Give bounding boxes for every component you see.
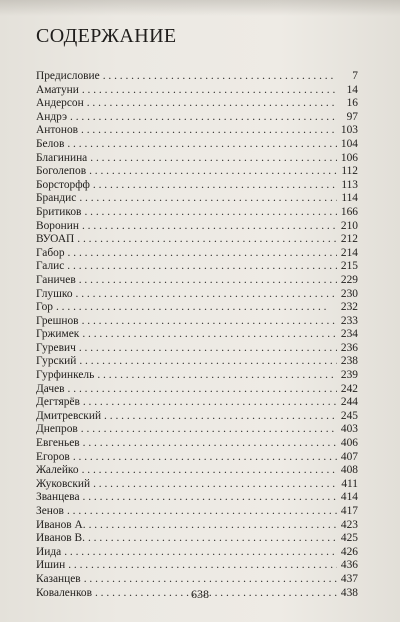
dot-leader xyxy=(73,451,337,465)
toc-entry xyxy=(36,532,358,546)
toc-entry xyxy=(36,84,358,98)
toc-entry-page: 16 xyxy=(346,97,358,110)
toc-entry-name: Зенов xyxy=(36,505,64,517)
toc-entry xyxy=(36,464,358,478)
dot-leader xyxy=(68,247,337,261)
toc-entry-page: 414 xyxy=(340,491,358,504)
toc-entry-page: 212 xyxy=(340,233,358,246)
dot-leader xyxy=(79,355,337,369)
toc-entry xyxy=(36,423,358,437)
contents-heading: СОДЕРЖАНИЕ xyxy=(36,25,177,47)
toc-entry-page: 423 xyxy=(340,518,358,531)
toc-entry-name: Иванов В. xyxy=(36,532,85,545)
dot-leader xyxy=(93,179,337,193)
toc-entry-page: 113 xyxy=(341,178,358,191)
toc-entry-name: Евгеньев xyxy=(36,437,80,450)
toc-entry xyxy=(36,369,358,383)
toc-entry-name: Днепров xyxy=(36,423,78,436)
toc-entry xyxy=(36,355,358,369)
dot-leader xyxy=(90,152,337,166)
toc-entry xyxy=(36,179,358,193)
dot-leader xyxy=(79,342,337,356)
toc-entry-page: 425 xyxy=(340,532,358,545)
toc-entry-page: 14 xyxy=(346,83,358,96)
toc-entry-page: 210 xyxy=(340,219,358,232)
dot-leader xyxy=(79,192,337,206)
dot-leader xyxy=(77,233,337,247)
toc-entry xyxy=(36,124,358,138)
dot-leader xyxy=(84,206,337,220)
toc-entry xyxy=(36,220,358,234)
dot-leader xyxy=(93,478,337,492)
dot-leader xyxy=(64,546,337,560)
toc-entry xyxy=(36,573,358,587)
toc-entry xyxy=(36,410,358,424)
table-of-contents xyxy=(36,70,358,600)
dot-leader xyxy=(70,111,337,125)
toc-entry xyxy=(36,559,358,573)
dot-leader xyxy=(56,301,337,315)
toc-entry-name: Дмитревский xyxy=(36,409,102,422)
toc-entry-page: 403 xyxy=(340,423,358,436)
dot-leader xyxy=(81,124,337,138)
toc-entry-name: Гурский xyxy=(36,355,77,368)
toc-entry-page: 230 xyxy=(340,287,358,300)
dot-leader xyxy=(89,519,337,533)
toc-entry-name: ВУОАП xyxy=(36,233,75,246)
dot-leader xyxy=(89,165,337,179)
toc-entry-name: Грешнов xyxy=(36,314,79,327)
toc-entry-name: Иванов А. xyxy=(36,518,86,531)
toc-entry-page: 436 xyxy=(340,559,358,572)
dot-leader xyxy=(82,84,337,98)
toc-entry xyxy=(36,396,358,410)
toc-entry-name: Гурфинкель xyxy=(36,369,95,382)
dot-leader xyxy=(82,328,337,342)
toc-entry-page: 426 xyxy=(340,545,358,558)
dot-leader xyxy=(76,288,337,302)
toc-entry xyxy=(36,247,358,261)
toc-entry-name: Бритиков xyxy=(36,205,82,218)
toc-entry-name: Коваленков xyxy=(36,586,92,599)
toc-entry xyxy=(36,491,358,505)
toc-entry xyxy=(36,70,358,84)
toc-entry-name: Глушко xyxy=(36,287,73,300)
toc-entry-name: Дегтярёв xyxy=(36,396,80,409)
toc-entry-page: 233 xyxy=(340,314,358,327)
toc-entry xyxy=(36,97,358,111)
toc-entry-page: 407 xyxy=(340,450,358,463)
toc-entry-name: Дачев xyxy=(36,382,65,395)
toc-entry-name: Благинина xyxy=(36,151,88,164)
toc-entry-name: Боголепов xyxy=(36,165,87,178)
toc-entry-page: 234 xyxy=(340,328,358,341)
toc-entry-page: 238 xyxy=(340,355,358,368)
toc-entry-name: Жалейко xyxy=(36,464,79,477)
dot-leader xyxy=(84,573,337,587)
toc-entry-name: Белов xyxy=(36,137,65,150)
dot-leader xyxy=(87,97,337,111)
toc-entry-name: Антонов xyxy=(36,124,79,137)
toc-entry xyxy=(36,328,358,342)
dot-leader xyxy=(97,369,337,383)
toc-entry xyxy=(36,233,358,247)
toc-entry xyxy=(36,505,358,519)
toc-entry xyxy=(36,260,358,274)
toc-entry xyxy=(36,437,358,451)
toc-entry xyxy=(36,165,358,179)
toc-entry-page: 417 xyxy=(340,505,358,517)
dot-leader xyxy=(83,396,337,410)
dot-leader xyxy=(68,559,337,573)
toc-entry-name: Жуковский xyxy=(36,477,91,490)
toc-entry-name: Андерсон xyxy=(36,97,84,110)
dot-leader xyxy=(67,505,337,519)
toc-entry-name: Аматуни xyxy=(36,83,79,96)
toc-entry xyxy=(36,152,358,166)
toc-entry-name: Предисловие xyxy=(36,70,100,82)
toc-entry-page: 232 xyxy=(340,301,358,314)
toc-entry-page: 408 xyxy=(340,464,358,477)
toc-entry xyxy=(36,138,358,152)
dot-leader xyxy=(67,260,337,274)
toc-entry xyxy=(36,519,358,533)
toc-entry-page: 245 xyxy=(340,409,358,422)
toc-entry-page: 214 xyxy=(340,246,358,259)
toc-entry xyxy=(36,111,358,125)
dot-leader xyxy=(104,410,337,424)
toc-entry-page: 411 xyxy=(341,477,358,490)
dot-leader xyxy=(103,70,337,84)
toc-entry-name: Галис xyxy=(36,260,65,273)
toc-entry-name: Габор xyxy=(36,246,65,259)
toc-entry-page: 236 xyxy=(340,341,358,354)
toc-entry-page: 438 xyxy=(340,586,358,599)
toc-entry-name: Ганичев xyxy=(36,273,76,286)
toc-entry-name: Андрэ xyxy=(36,110,67,123)
dot-leader xyxy=(81,423,337,437)
page-top-shadow xyxy=(0,0,400,16)
toc-entry xyxy=(36,451,358,465)
toc-entry-page: 97 xyxy=(346,110,358,123)
toc-entry-name: Воронин xyxy=(36,219,79,232)
toc-entry xyxy=(36,383,358,397)
dot-leader xyxy=(79,274,337,288)
toc-entry-name: Гржимек xyxy=(36,328,80,341)
toc-entry-page: 103 xyxy=(340,124,358,137)
toc-entry-name: Казанцев xyxy=(36,572,81,585)
toc-entry-page: 437 xyxy=(340,572,358,585)
toc-entry-name: Гуревич xyxy=(36,341,76,354)
toc-entry-page: 104 xyxy=(340,137,358,150)
toc-entry xyxy=(36,315,358,329)
toc-entry xyxy=(36,342,358,356)
toc-entry-page: 215 xyxy=(340,260,358,273)
toc-entry xyxy=(36,274,358,288)
toc-entry-name: Ишин xyxy=(36,559,66,572)
toc-entry-page: 244 xyxy=(340,396,358,409)
toc-entry-name: Егоров xyxy=(36,450,70,463)
toc-entry-page: 114 xyxy=(341,192,358,205)
dot-leader xyxy=(82,220,337,234)
toc-entry xyxy=(36,478,358,492)
toc-entry-page: 229 xyxy=(340,273,358,286)
toc-entry xyxy=(36,192,358,206)
toc-entry-name: Гор xyxy=(36,301,53,314)
dot-leader xyxy=(82,315,337,329)
toc-entry-page: 7 xyxy=(352,70,358,82)
dot-leader xyxy=(68,383,337,397)
dot-leader xyxy=(88,532,337,546)
toc-entry-page: 239 xyxy=(340,369,358,382)
toc-entry-page: 166 xyxy=(340,205,358,218)
toc-entry-name: Званцева xyxy=(36,491,80,504)
toc-entry-page: 106 xyxy=(340,151,358,164)
dot-leader xyxy=(83,491,337,505)
dot-leader xyxy=(67,138,337,152)
toc-entry-page: 242 xyxy=(340,382,358,395)
toc-entry-name: Борсторфф xyxy=(36,178,90,191)
toc-entry xyxy=(36,546,358,560)
toc-entry-page: 112 xyxy=(341,165,358,178)
toc-entry xyxy=(36,206,358,220)
dot-leader xyxy=(83,437,337,451)
toc-entry xyxy=(36,288,358,302)
toc-entry-name: Иида xyxy=(36,545,62,558)
page-number: 638 xyxy=(191,587,209,601)
toc-entry-page: 406 xyxy=(340,437,358,450)
toc-entry-name: Брандис xyxy=(36,192,77,205)
toc-entry xyxy=(36,301,358,315)
dot-leader xyxy=(82,464,337,478)
